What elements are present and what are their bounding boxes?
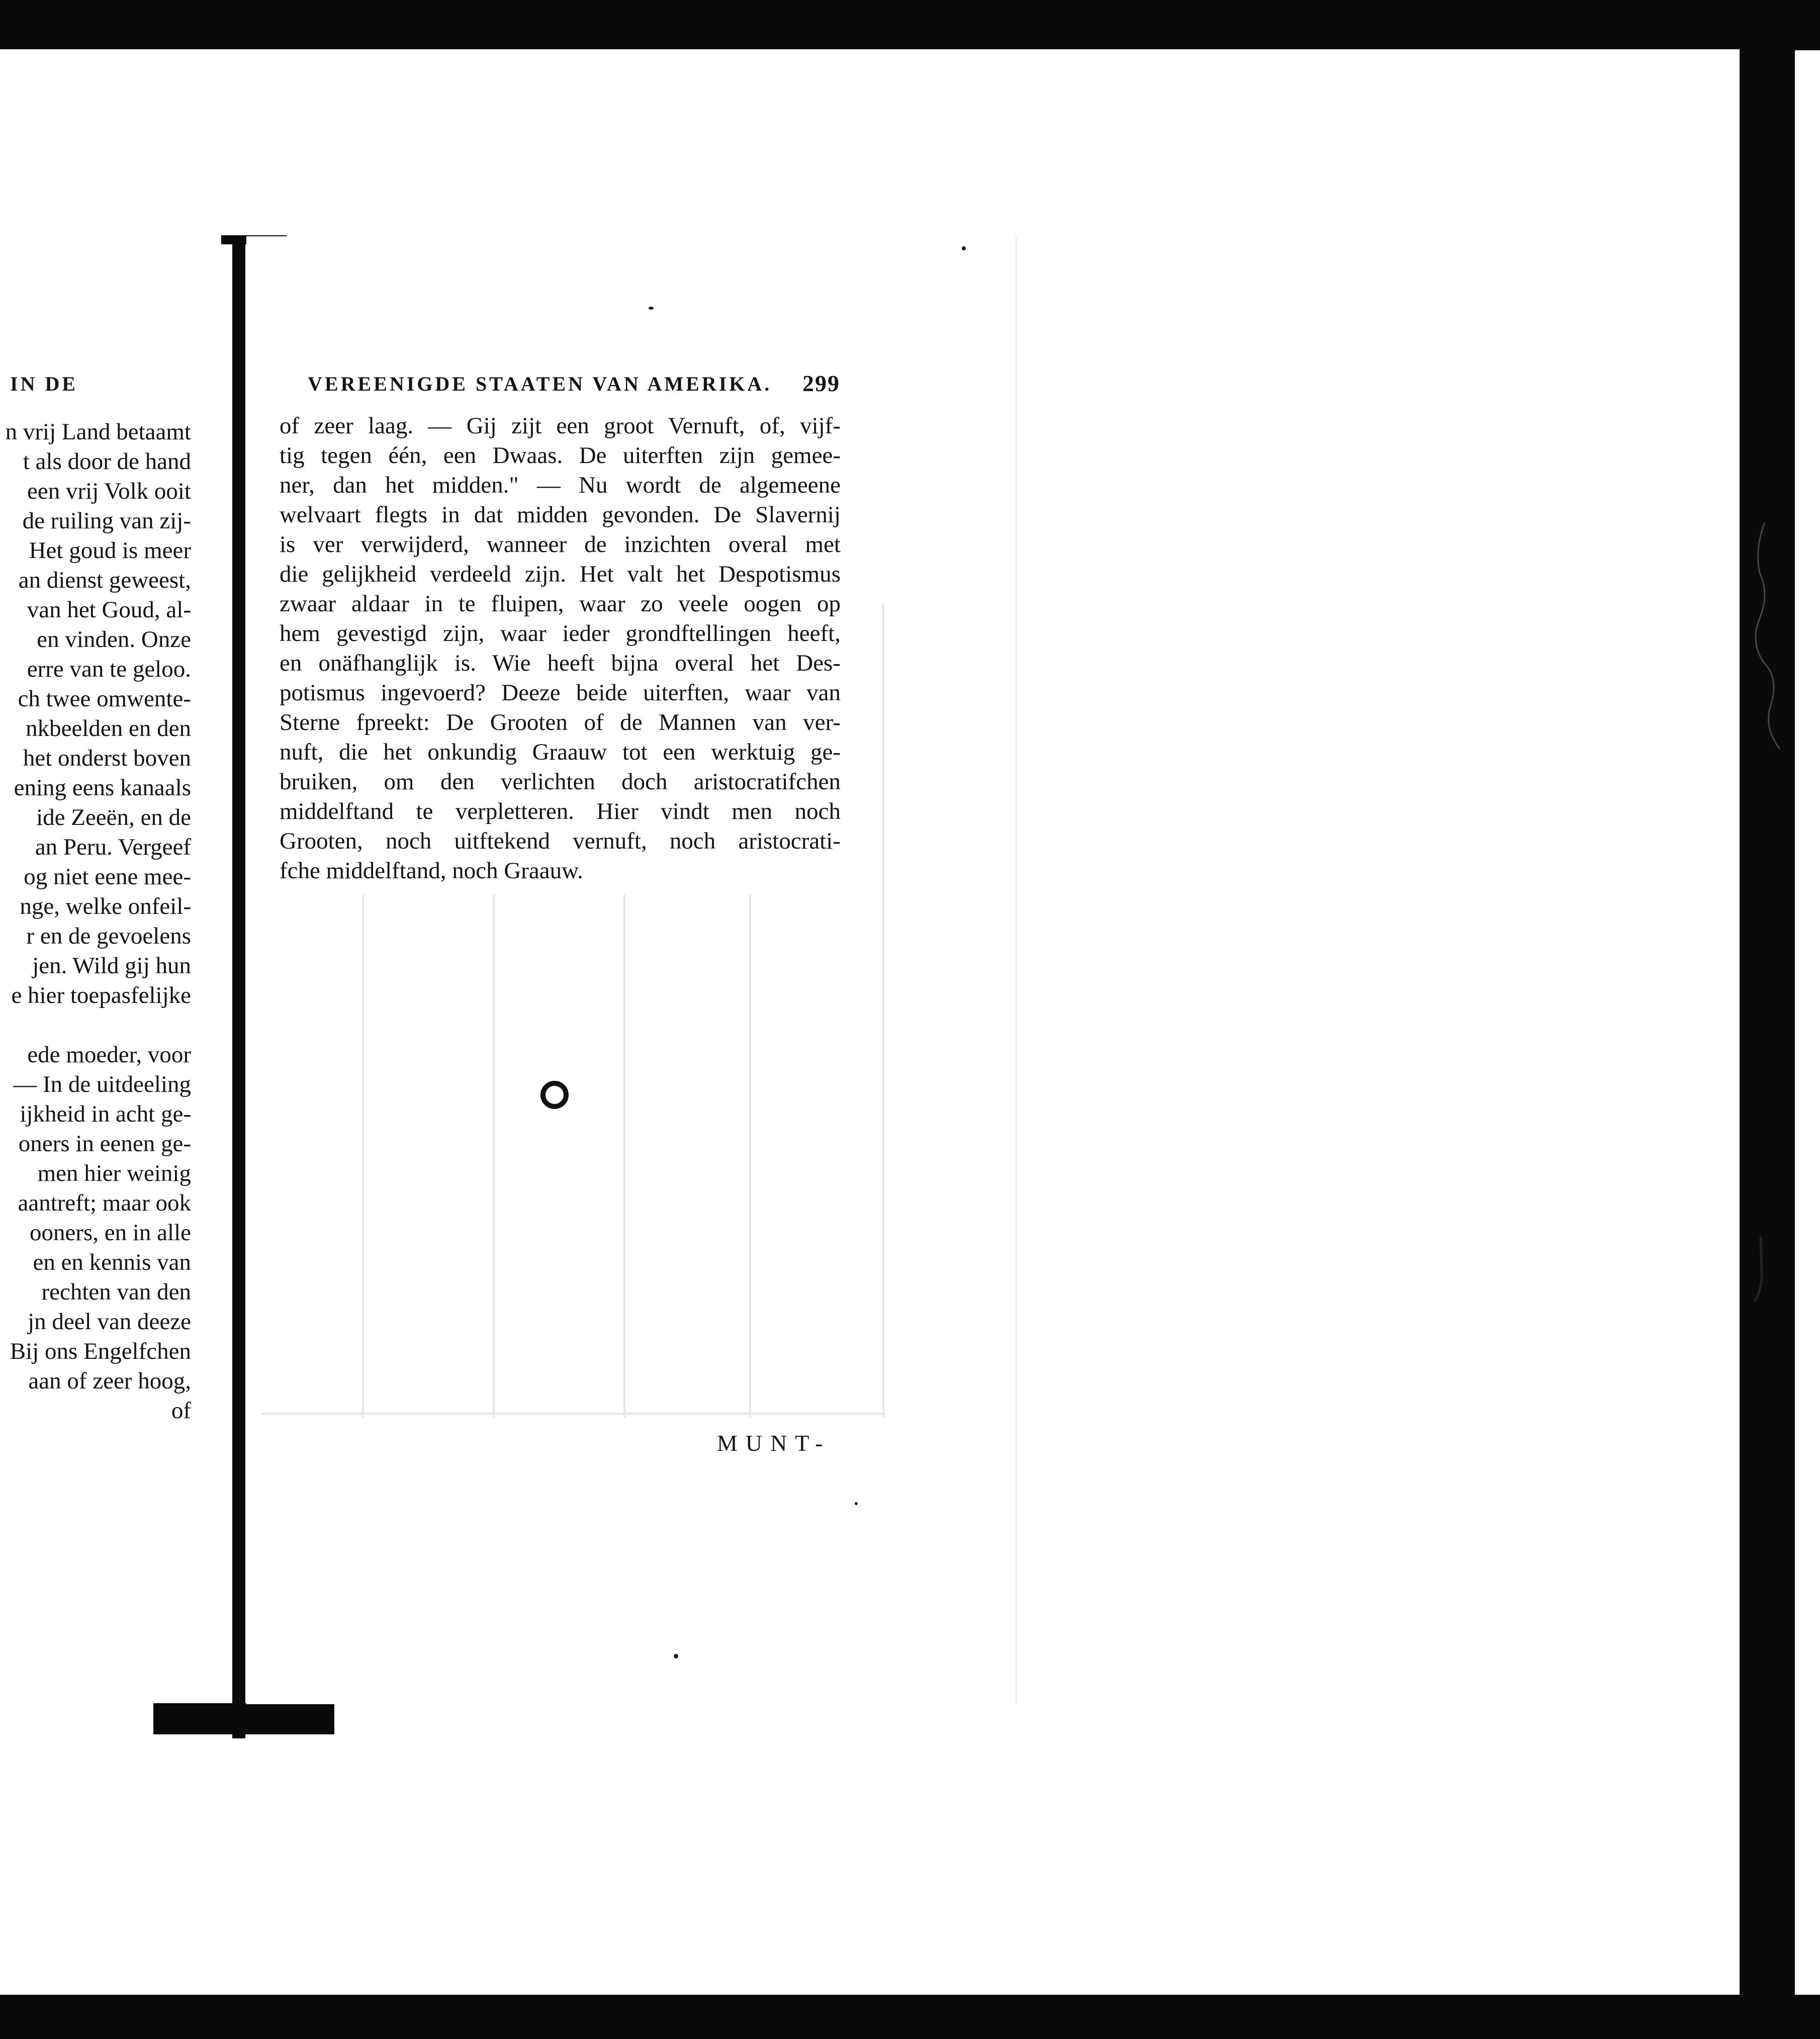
left-line: een vrij Volk ooit: [27, 478, 191, 504]
bleed-through-line: [362, 895, 364, 1418]
left-line: nge, welke onfeil-: [20, 893, 191, 919]
left-line: Bij ons Engelfchen: [10, 1338, 191, 1364]
left-running-head: IN DE: [10, 373, 78, 395]
left-line: og niet eene mee-: [24, 864, 191, 890]
left-line: de ruiling van zij-: [22, 508, 191, 534]
margin-pencil-marks: [1750, 518, 1800, 1322]
body-line: die gelijkheid verdeeld zijn. Het valt het Despotismus: [280, 561, 841, 587]
left-line: jn deel van deeze: [28, 1309, 191, 1335]
gutter-bottom-clamp: [153, 1703, 334, 1734]
body-line: fche middelftand, noch Graauw.: [280, 858, 583, 884]
body-line: nuft, die het onkundig Graauw tot een werktuig ge-: [280, 739, 841, 765]
body-line: of zeer laag. — Gij zijt een groot Vernuft, of, vijf-: [280, 413, 841, 439]
catchword: MUNT-: [717, 1430, 831, 1456]
left-line: oners in eenen ge-: [18, 1131, 191, 1157]
ink-speck: [855, 1502, 858, 1505]
body-line: Grooten, noch uitftekend vernuft, noch aristocrati-: [280, 828, 841, 854]
body-line: is ver verwijderd, wanneer de inzichten overal met: [280, 531, 841, 558]
body-line: welvaart flegts in dat midden gevonden. De Slavernij: [280, 502, 841, 528]
binding-gutter: [232, 235, 245, 1738]
left-line: e hier toepasfelijke: [11, 982, 191, 1008]
left-line: r en de gevoelens: [26, 923, 191, 949]
ink-speck: [540, 1081, 569, 1109]
left-line: erre van te geloo.: [27, 656, 191, 682]
left-line: aantreft; maar ook: [18, 1190, 191, 1216]
left-line: men hier weinig: [37, 1160, 191, 1186]
left-line: Het goud is meer: [29, 537, 191, 564]
body-line: en onäfhanglijk is. Wie heeft bijna overal het Des-: [280, 650, 841, 676]
body-line: hem gevestigd zijn, waar ieder grondftellingen heeft,: [280, 620, 841, 646]
left-line: an dienst geweest,: [18, 567, 191, 593]
body-line: bruiken, om den verlichten doch aristocratifchen: [280, 769, 841, 795]
body-line: ner, dan het midden." — Nu wordt de algemeene: [280, 472, 841, 498]
left-line: jen. Wild gij hun: [32, 953, 191, 979]
body-line: Sterne fpreekt: De Grooten of de Mannen van ver-: [280, 709, 841, 735]
left-line: t als door de hand: [23, 448, 191, 475]
bleed-through-line: [749, 895, 751, 1418]
left-line: — In de uitdeeling: [13, 1071, 191, 1097]
body-line: zwaar aldaar in te fluipen, waar zo veele oogen op: [280, 591, 841, 617]
left-line: aan of zeer hoog,: [28, 1368, 191, 1394]
left-line: en en kennis van: [33, 1249, 191, 1275]
frame-top-bar: [0, 0, 1742, 13]
ink-speck: [649, 307, 654, 310]
frame-top-border: [0, 13, 1742, 49]
left-line: en vinden. Onze: [37, 626, 191, 653]
left-line: ede moeder, voor: [27, 1042, 191, 1068]
bleed-through-line: [493, 895, 495, 1418]
ink-speck: [674, 1654, 678, 1658]
body-line: potismus ingevoerd? Deeze beide uiterften, waar van: [280, 680, 841, 706]
bleed-through-line: [882, 603, 884, 1418]
ink-speck: [962, 246, 966, 250]
body-line: middelftand te verpletteren. Hier vindt men noch: [280, 798, 841, 824]
left-line: nkbeelden en den: [26, 715, 191, 742]
left-line: an Peru. Vergeef: [35, 834, 191, 860]
left-line: ide Zeeën, en de: [36, 804, 191, 830]
bleed-through-line: [261, 1413, 885, 1415]
body-line: tig tegen één, een Dwaas. De uiterften zijn gemee-: [280, 442, 841, 469]
left-line: n vrij Land betaamt: [5, 419, 191, 445]
left-line: het onderst boven: [23, 745, 191, 771]
left-line: ooners, en in alle: [29, 1220, 191, 1246]
left-line-blank: [0, 1010, 191, 1040]
page-number: 299: [802, 370, 840, 396]
frame-inner-right-edge: [1740, 45, 1746, 1996]
running-head: VEREENIGDE STAATEN VAN AMERIKA.: [308, 373, 772, 395]
frame-bottom-bar: [0, 1995, 1820, 2039]
left-line: ch twee omwente-: [18, 686, 191, 712]
left-line: ijkheid in acht ge-: [20, 1101, 191, 1127]
left-page-body: [0, 417, 191, 1426]
left-line: of: [171, 1398, 191, 1424]
bleed-through-line: [623, 895, 625, 1418]
left-line: ening eens kanaals: [14, 775, 191, 801]
left-line: rechten van den: [41, 1279, 191, 1305]
right-page-body: [280, 411, 841, 886]
left-line: van het Goud, al-: [27, 597, 191, 623]
